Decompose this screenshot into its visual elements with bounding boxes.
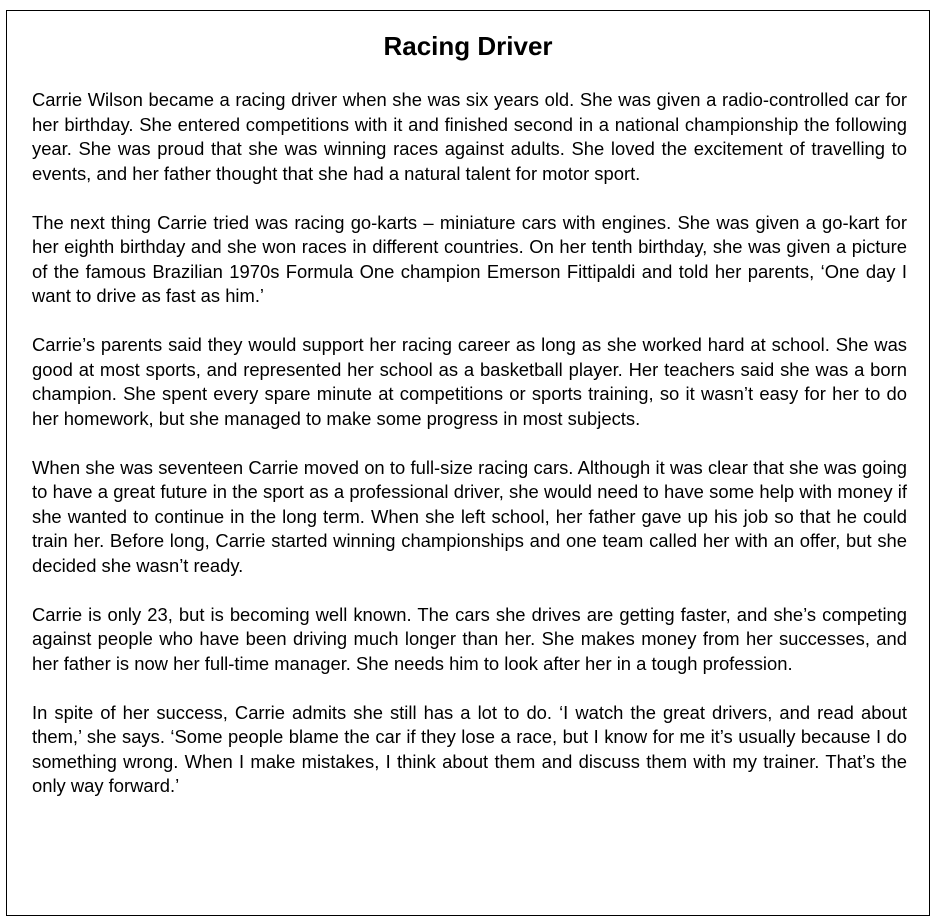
document-page [6, 10, 930, 916]
paragraph-5: Carrie is only 23, but is becoming well known. The cars she drives are getting faster, and she’s competing against people who have been driving much longer than her. She makes money from her successes, and her father is now her full-time manager. She needs him to look after her in a tough profession. [32, 603, 907, 674]
document-body [32, 88, 907, 799]
document-title: Racing Driver [383, 31, 553, 61]
paragraph-6: In spite of her success, Carrie admits she still has a lot to do. ‘I watch the great drivers, and read about them,’ she says. ‘Some people blame the car if they lose a race, but I know for me it’s usually because I do something wrong. When I make mistakes, I think about them and discuss them with my trainer. That’s the only way forward.’ [32, 701, 907, 796]
paragraph-2: The next thing Carrie tried was racing go-karts – miniature cars with engines. She was given a go-kart for her eighth birthday and she won races in different countries. On her tenth birthday, she was given a picture of the famous Brazilian 1970s Formula One champion Emerson Fittipaldi and told her parents, ‘One day I want to drive as fast as him.’ [32, 211, 907, 306]
paragraph-3: Carrie’s parents said they would support her racing career as long as she worked hard at school. She was good at most sports, and represented her school as a basketball player. Her teachers said she was a born champion. She spent every spare minute at competitions or sports training, so it wasn’t easy for her to do her homework, but she managed to make some progress in most subjects. [32, 334, 907, 429]
paragraph-4: When she was seventeen Carrie moved on to full-size racing cars. Although it was clear that she was going to have a great future in the sport as a professional driver, she would need to have some help with money if she wanted to continue in the long term. When she left school, her father gave up his job so that he could train her. Before long, Carrie started winning championships and one team called her with an offer, but she decided she wasn’t ready. [32, 456, 907, 576]
paragraph-1: Carrie Wilson became a racing driver when she was six years old. She was given a radio-controlled car for her birthday. She entered competitions with it and finished second in a national championship the following year. She was proud that she was winning races against adults. She loved the excitement of travelling to events, and her father thought that she had a natural talent for motor sport. [32, 89, 907, 184]
